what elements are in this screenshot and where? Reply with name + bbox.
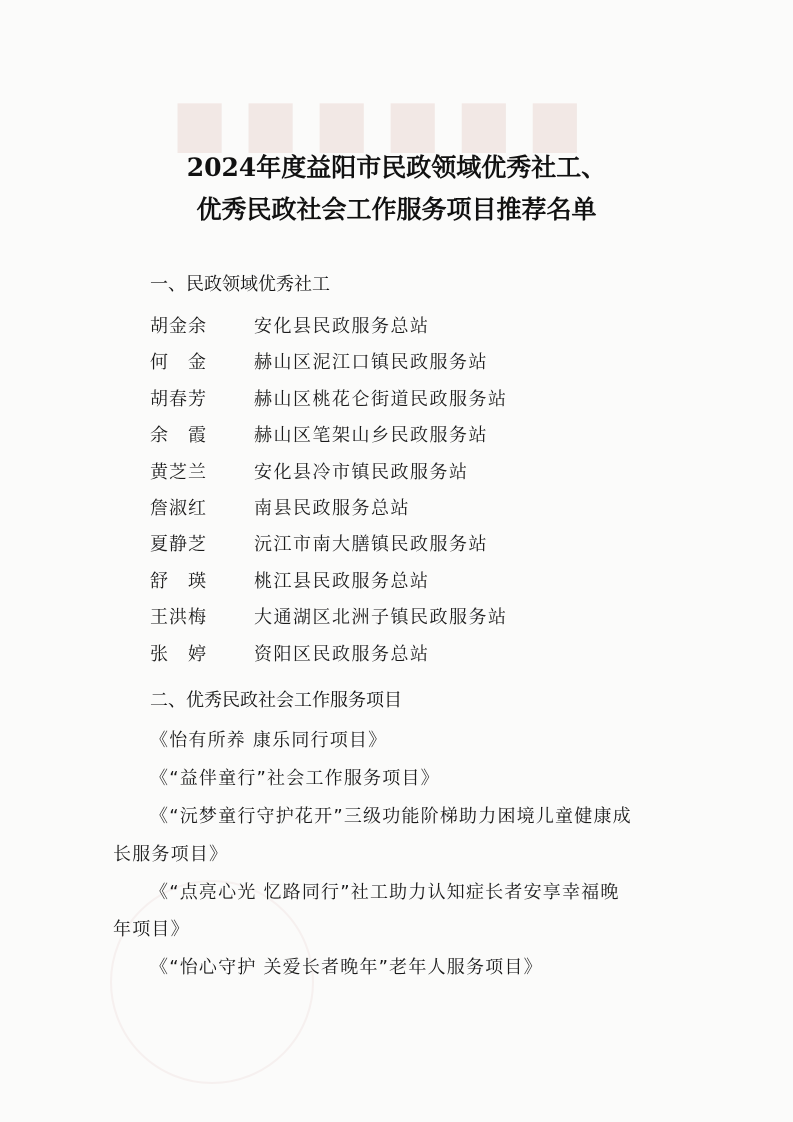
service-project-title: 《怡有所养 康乐同行项目》 bbox=[150, 730, 388, 751]
social-worker-organization: 安化县民政服务总站 bbox=[254, 316, 430, 337]
service-project-title-continuation: 年项目》 bbox=[113, 919, 190, 940]
social-worker-row bbox=[150, 312, 430, 338]
social-worker-organization: 资阳区民政服务总站 bbox=[254, 643, 430, 665]
social-worker-organization: 赫山区泥江口镇民政服务站 bbox=[254, 352, 488, 374]
social-worker-organization: 南县民政服务总站 bbox=[254, 498, 410, 519]
social-worker-organization: 沅江市南大膳镇民政服务站 bbox=[254, 534, 488, 556]
social-worker-name: 张 婷 bbox=[150, 643, 207, 665]
social-worker-organization: 赫山区笔架山乡民政服务站 bbox=[254, 425, 488, 447]
bleed-through-letterhead: ▆▆▆▆▆▆ bbox=[150, 88, 577, 153]
service-project-title: 《“怡心守护 关爱长者晚年”老年人服务项目》 bbox=[150, 957, 543, 978]
service-project-title-continuation: 长服务项目》 bbox=[113, 844, 229, 865]
service-project-title: 《“沅梦童行守护花开”三级功能阶梯助力困境儿童健康成 bbox=[150, 806, 632, 827]
section-heading-excellent-social-workers: 一、民政领域优秀社工 bbox=[150, 274, 330, 295]
document-title-line-1: 2024年度益阳市民政领域优秀社工、 bbox=[186, 153, 607, 182]
social-worker-name: 何 金 bbox=[150, 352, 207, 374]
social-worker-name: 詹淑红 bbox=[150, 498, 207, 519]
service-project-title: 《“益伴童行”社会工作服务项目》 bbox=[150, 768, 440, 789]
social-worker-row bbox=[150, 603, 508, 629]
social-worker-name: 胡春芳 bbox=[150, 388, 207, 410]
document-title-line-2: 优秀民政社会工作服务项目推荐名单 bbox=[196, 195, 597, 224]
social-worker-row bbox=[150, 567, 430, 593]
social-worker-name: 夏静芝 bbox=[150, 534, 207, 556]
faint-seal-impression bbox=[110, 880, 314, 1084]
social-worker-row bbox=[150, 458, 469, 484]
social-worker-row bbox=[150, 385, 508, 411]
social-worker-row bbox=[150, 348, 488, 374]
social-worker-name: 黄芝兰 bbox=[150, 461, 207, 483]
social-worker-name: 王洪梅 bbox=[150, 607, 207, 629]
social-worker-name: 舒 瑛 bbox=[150, 570, 207, 592]
social-worker-row bbox=[150, 494, 410, 520]
service-project-title: 《“点亮心光 忆路同行”社工助力认知症长者安享幸福晚 bbox=[150, 882, 620, 903]
social-worker-name: 余 霞 bbox=[150, 425, 207, 447]
social-worker-row bbox=[150, 640, 430, 666]
social-worker-organization: 大通湖区北洲子镇民政服务站 bbox=[254, 607, 508, 629]
social-worker-row bbox=[150, 421, 488, 447]
social-worker-organization: 赫山区桃花仑街道民政服务站 bbox=[254, 388, 508, 410]
social-worker-row bbox=[150, 530, 488, 556]
social-worker-name: 胡金余 bbox=[150, 316, 207, 337]
social-worker-organization: 桃江县民政服务总站 bbox=[254, 570, 430, 592]
section-heading-service-projects: 二、优秀民政社会工作服务项目 bbox=[150, 690, 402, 711]
social-worker-organization: 安化县冷市镇民政服务站 bbox=[254, 461, 469, 483]
